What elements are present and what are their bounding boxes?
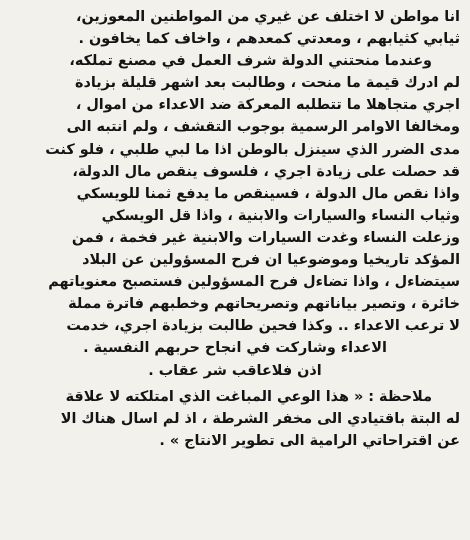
note-line-1: ملاحظة : « هذا الوعي المباغت الذي امتلكته لا علاقة [65, 388, 432, 405]
text-line-2: ثيابي كثيابهم ، ومعدتي كمعدهم ، واخاف كما يخافون . [78, 31, 460, 48]
text-line-12: المؤكد تاريخيا وموضوعيا ان فرح المسؤولين عن البلاد [82, 252, 460, 269]
note-line-3: عن اقتراحاتي الرامية الى تطوير الانتاج » . [159, 432, 460, 449]
text-line-5: اجري متجاهلا ما تتطلبه المعركة ضد الاعداء من اموال ، [75, 97, 460, 114]
text-line-7: مدى الضرر الذي سينزل بالوطن اذا ما لبي طلبي ، فلو كنت [45, 141, 460, 158]
text-line-17: اذن فلاعاقب شر عقاب . [148, 362, 322, 379]
text-line-1: انا مواطن لا اختلف عن غيري من المواطنين المعوزين، [75, 9, 460, 25]
text-line-13: سيتضاءل ، واذا تضاءل فرح المسؤولين فستصبح معنوياتهم [48, 274, 460, 291]
text-line-15: لا ترعب الاعداء .. وكذا فحين طالبت بزيادة اجري، خدمت [66, 318, 460, 335]
article-text [10, 6, 460, 452]
text-line-14: خائرة ، وتصير بياناتهم وتصريحاتهم وخطبهم فاترة مملة [68, 296, 460, 313]
text-line-4: لم ادرك قيمة ما منحت ، وطالبت بعد اشهر قليلة بزيادة [74, 75, 460, 92]
text-line-6: ومخالفا الاوامر الرسمية بوجوب التقشف ، ولم انتبه الى [66, 119, 460, 136]
text-line-9: واذا نقص مال الدولة ، فسينقص ما يدفع ثمنا للويسكي [76, 185, 460, 202]
text-line-10: وثياب النساء والسيارات والابنية ، واذا قل الويسكي [101, 207, 460, 224]
note-line-2: له البتة باقتيادي الى مخفر الشرطة ، اذ لم اسال هناك الا [60, 410, 460, 427]
text-line-11: وزعلت النساء وغدت السيارات والابنية غير فخمة ، فمن [71, 229, 460, 246]
text-line-8: قد حصلت على زيادة اجري ، فلسوف ينقص مال الدولة، [72, 163, 460, 180]
text-line-3: وعندما منحتني الدولة شرف العمل في مصنع تملكه، [69, 53, 432, 70]
text-line-16: الاعداء وشاركت في انجاح حربهم النفسية . [83, 340, 387, 357]
